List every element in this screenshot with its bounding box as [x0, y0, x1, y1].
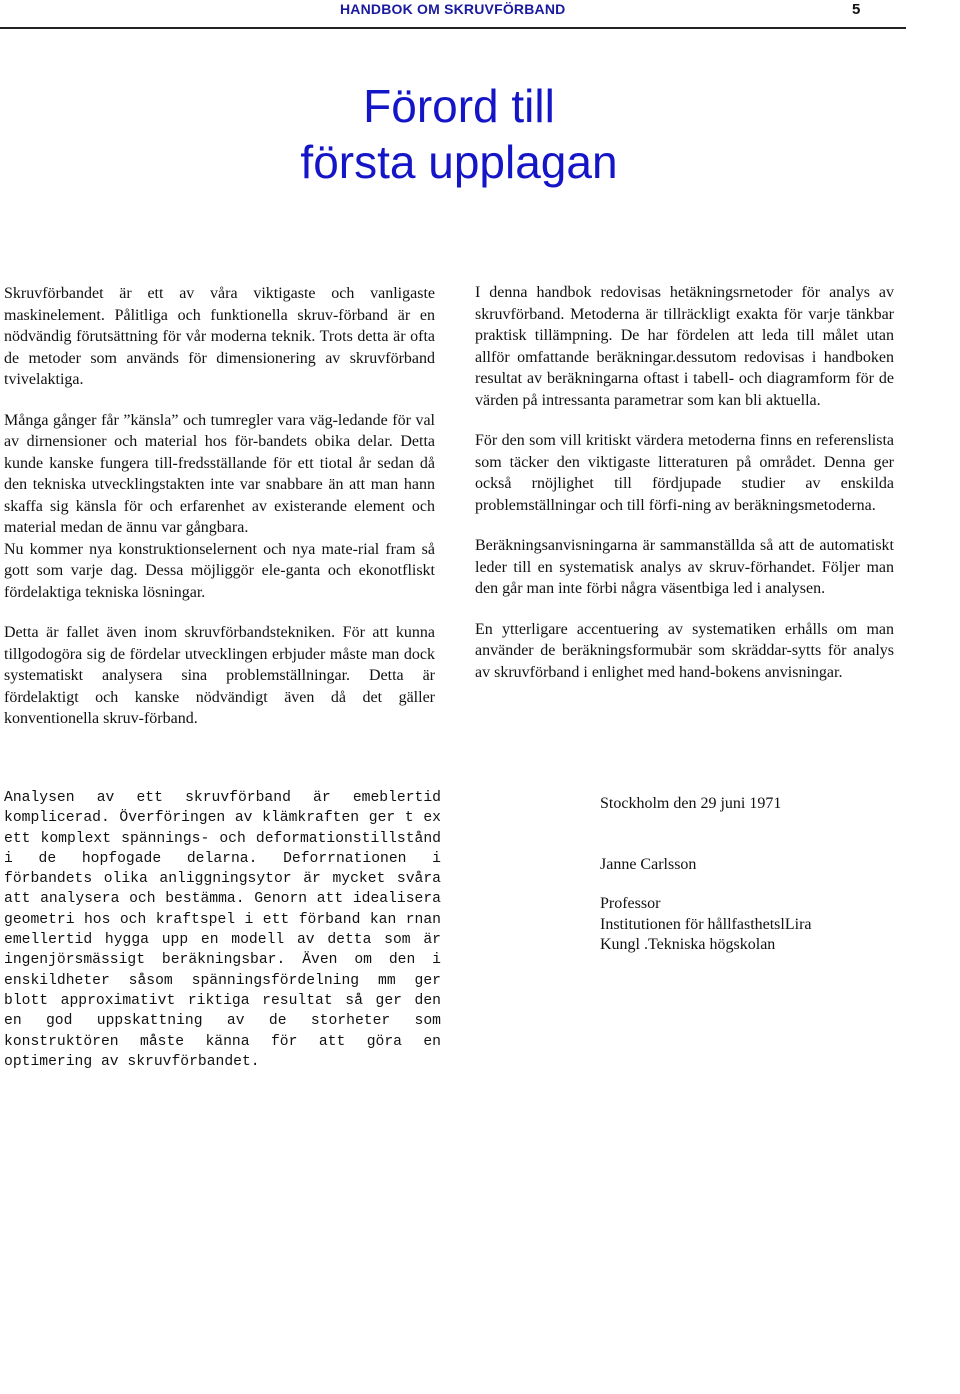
- left-paragraph-4: Analysen av ett skruvförband är emeblertid komplicerad. Överföringen av klämkraften ger t ex ett komplext spännings- och deformationstillstånd i de hopfogade delarna. Deforrnationen i förbandets olika anliggningsytor är mycket svåra att analysera och bestämma. Genorn att idealisera geometri hos och kraftspel i ett förband kan rnan emellertid hygga upp en modell av detta som är ingenjörsmässigt beräkningsbar. Även om den i enskildheter såsom spänningsfördelning mm ger blott approximativt riktiga resultat så ger den en god uppskattning av de storheter som konstruktören måste känna för att göra en optimering av skruvförbandet.: [4, 790, 441, 1070]
- signature-block: [600, 794, 930, 956]
- left-column: [4, 283, 435, 749]
- running-title: HANDBOK OM SKRUVFÖRBAND: [340, 1, 566, 17]
- left-paragraph-1: Skruvförbandet är ett av våra viktigaste och vanligaste maskinelement. Pålitliga och funktionella skruv-förband är en nödvändig förutsättning för vår moderna teknik. Trots detta är ofta de metoder som används för dimensionering av skruvförband tvivelaktiga.: [4, 285, 435, 388]
- left-paragraph-2a: Många gånger får ”känsla” och tumregler vara väg-ledande för val av dirnensioner och material hos för-bandets obika delar. Detta kunde kanske fungera till-fredsställande för ett tiotal år sedan då den tekniska utvecklingstakten inte var snabbare än att man hann skaffa sig känsla för och erfarenhet av existerande element och material medan de ännu var gångbara.: [4, 411, 435, 536]
- left-paragraph-2b: Nu kommer nya konstruktionselernent och nya mate-rial fram så gott som varje dag. Dessa möjliggör ele-ganta och ekonotfliskt fördelaktiga tekniska lösningar.: [4, 540, 435, 601]
- running-header: [0, 0, 960, 38]
- right-column: [475, 282, 894, 702]
- left-paragraph-3: Detta är fallet även inom skruvförbandstekniken. För att kunna tillgodogöra sig de fördelar utvecklingen erbjuder måste man dock systematiskt analysera sina problemställningar. Detta är fördelaktigt och kanske nödvändigt även då det gäller konventionella skruv-förband.: [4, 624, 435, 727]
- signature-institution: Kungl .Tekniska högskolan: [600, 936, 776, 953]
- chapter-title-line-1: Förord till: [363, 80, 555, 132]
- page-number: 5: [852, 1, 861, 18]
- right-paragraph-2: För den som vill kritiskt värdera metoderna finns en referenslista som täcker den viktigaste litteraturen på området. Denna ger också rnöjlighet till fördjupade studier av enskilda problemställningar och till förfi-ning av beräkningsmetoderna.: [475, 432, 894, 514]
- chapter-title: [0, 78, 918, 190]
- signature-role: Professor: [600, 895, 661, 912]
- signature-department: Institutionen för hållfasthetslLira: [600, 915, 812, 933]
- chapter-title-line-2: första upplagan: [300, 136, 618, 188]
- signature-name: Janne Carlsson: [600, 855, 697, 873]
- right-paragraph-4: En ytterligare accentuering av systematiken erhålls om man använder de beräkningsformubär som skräddar-sytts för analys av skruvförband i enlighet med hand-bokens anvisningar.: [475, 620, 894, 681]
- signature-place-date: Stockholm den 29 juni 1971: [600, 795, 782, 812]
- right-paragraph-3: Beräkningsanvisningarna är sammanställda så att de automatiskt leder till en systematisk analys av skruv-förhandet. Följer man den går man inte förbi några väsentbiga led i analysen.: [475, 537, 894, 597]
- header-rule: [0, 27, 906, 29]
- right-paragraph-1: I denna handbok redovisas hetäkningsrnetoder för analys av skruvförband. Metoderna är tillräckligt exakta för varje tänkbar praktisk tillämpning. De har fördelen att leda till målet utan allför omfattande beräkningar.dessutom redovisas i handboken resultat av beräkningarna oftast i tabell- och diagramform för de värden på intressanta parametrar som kan bli aktuella.: [475, 284, 894, 409]
